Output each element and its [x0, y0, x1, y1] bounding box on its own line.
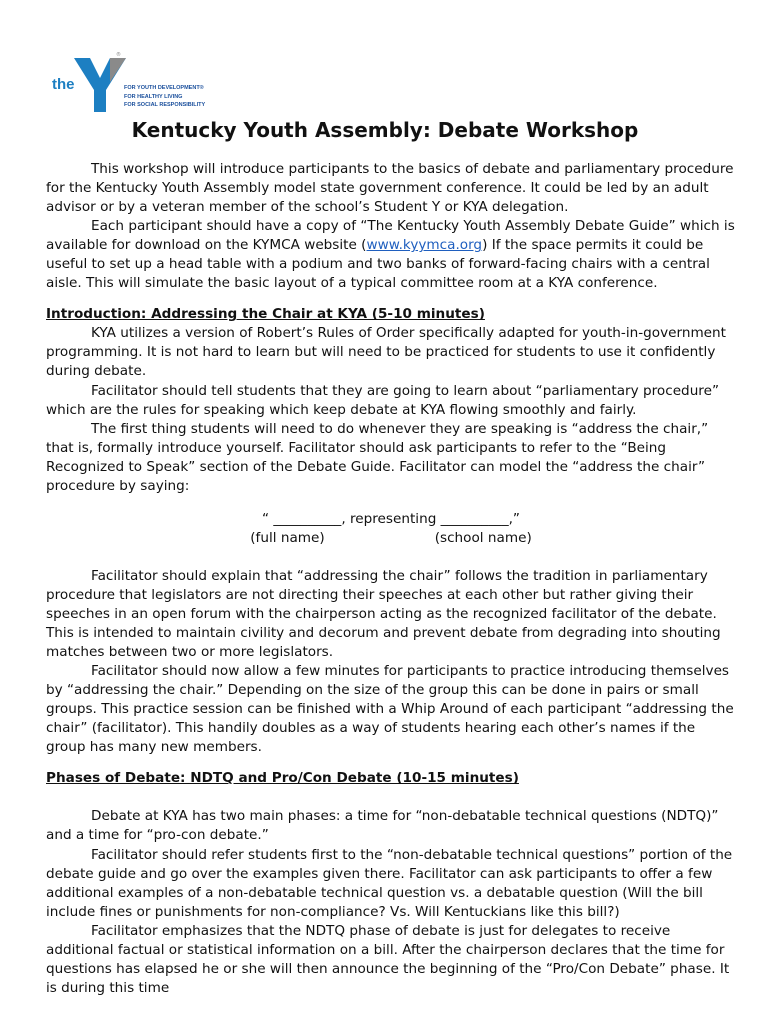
- tagline-line: FOR SOCIAL RESPONSIBILITY: [124, 102, 206, 108]
- ymca-y-icon: [74, 54, 126, 121]
- page-title: Kentucky Youth Assembly: Debate Workshop: [131, 118, 639, 142]
- section-paragraph: Debate at KYA has two main phases: a time for “non-debatable technical questions (NDTQ)” and a time for “pro-con debate.”: [46, 808, 719, 844]
- section-paragraph: Facilitator should explain that “addressing the chair” follows the tradition in parliamentary procedure that legislators are not directing their speeches at each other but rather giving their speeches in an open forum with the chairperson acting as the recognized facilitator of the debate. This is intended to maintain civility and decorum and prevent debate from degrading into shouting matches between two or more legislators.: [46, 567, 721, 661]
- template-labels: [46, 529, 736, 548]
- intro-paragraph: This workshop will introduce participants to the basics of debate and parliamentary procedure for the Kentucky Youth Assembly model state government conference. It could be led by an adult advisor or by a veteran member of the school’s Student Y or KYA delegation.: [46, 161, 734, 216]
- school-name-label: (school name): [434, 529, 532, 546]
- spacer: [46, 788, 736, 807]
- full-name-label: (full name): [250, 529, 325, 546]
- section-heading: Phases of Debate: NDTQ and Pro/Con Debate (10-15 minutes): [46, 770, 519, 787]
- template-line: “ __________, representing __________,”: [262, 510, 520, 527]
- spacer: [46, 548, 736, 567]
- tagline-line: FOR YOUTH DEVELOPMENT®: [124, 85, 204, 91]
- section-paragraph: Facilitator should tell students that they are going to learn about “parliamentary procedure” which are the rules for speaking which keep debate at KYA flowing smoothly and fairly.: [46, 382, 719, 418]
- kymca-website-link[interactable]: www.kyymca.org: [366, 237, 483, 254]
- logo-side-text: YMCA: [110, 104, 121, 121]
- intro-text: Each participant should have a copy of “The Kentucky Youth Assembly Debate Guide” which is available for download on the KYMCA website (: [46, 218, 735, 254]
- logo-word: the: [52, 76, 75, 93]
- ymca-logo: [52, 52, 222, 121]
- intro-text: ) If the space permits it could be useful to set up a head table with a podium and two banks of forward-facing chairs with a central aisle. This will simulate the basic layout of a typical committee room at a KYA conference.: [46, 237, 710, 292]
- logo-tagline: [124, 84, 205, 110]
- section-heading: Introduction: Addressing the Chair at KYA (5-10 minutes): [46, 306, 485, 323]
- section-paragraph: KYA utilizes a version of Robert’s Rules of Order specifically adapted for youth-in-government programming. It is not hard to learn but will need to be practiced for students to use it confidently during debate.: [46, 325, 726, 380]
- section-paragraph: Facilitator emphasizes that the NDTQ phase of debate is just for delegates to receive additional factual or statistical information on a bill. After the chairperson declares that the time for questions has elapsed he or she will then announce the beginning of the “Pro/Con Debate” phase. It is during this time: [46, 922, 730, 996]
- document-body: [46, 160, 736, 998]
- section-paragraph: The first thing students will need to do whenever they are speaking is “address the chair,” that is, formally introduce yourself. Facilitator should ask participants to refer to the “Being Recognized to Speak” section of the Debate Guide. Facilitator can model the “address the chair” procedure by saying:: [46, 420, 709, 494]
- tagline-line: FOR HEALTHY LIVING: [124, 93, 183, 100]
- trademark-mark: ®: [116, 52, 121, 58]
- section-paragraph: Facilitator should refer students first to the “non-debatable technical questions” portion of the debate guide and go over the examples given there. Facilitator can ask participants to offer a few additional examples of a non-debatable technical question vs. a debatable question (Will the bill include fines or punishments for non-compliance? Vs. Will Kentuckians like this bill?): [46, 846, 733, 920]
- section-paragraph: Facilitator should now allow a few minutes for participants to practice introducing themselves by “addressing the chair.” Depending on the size of the group this can be done in pairs or small groups. This practice session can be finished with a Whip Around of each participant “addressing the chair” (facilitator). This handily doubles as a way of students hearing each other’s names if the group has many new members.: [46, 663, 734, 756]
- intro-paragraph: [46, 217, 736, 293]
- address-chair-template: [46, 510, 736, 548]
